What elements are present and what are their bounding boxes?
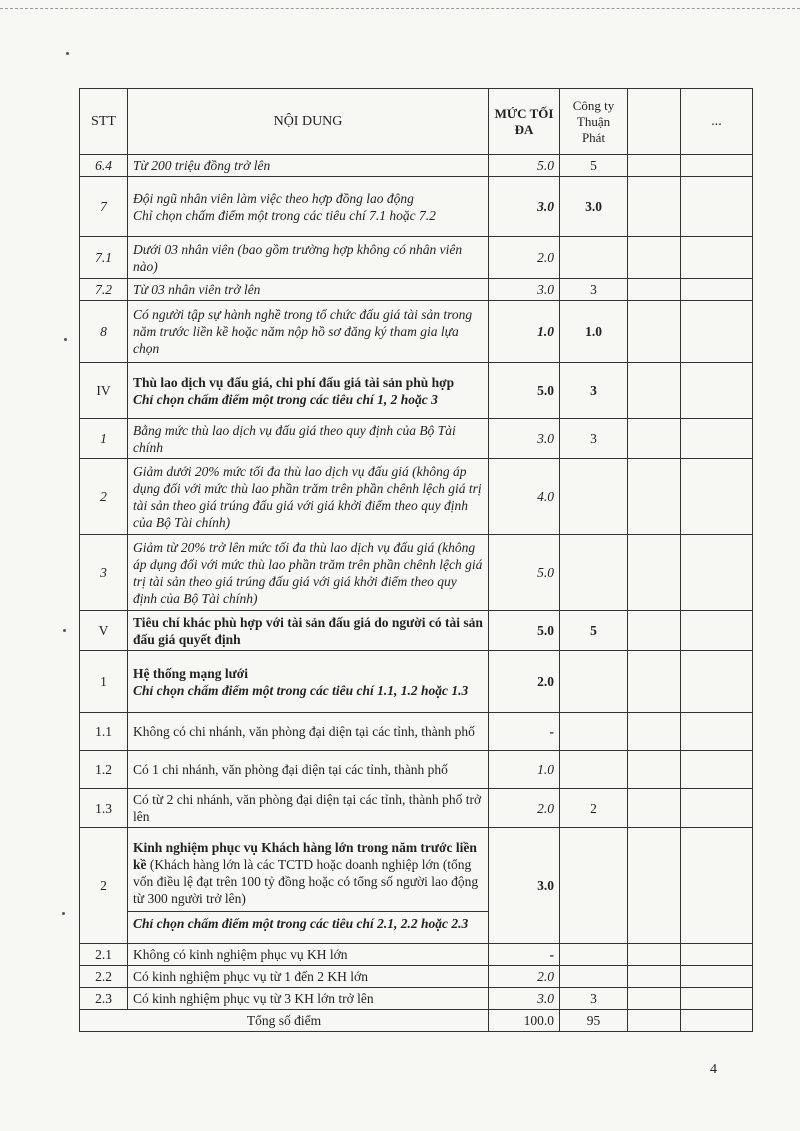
table-total-row	[80, 1010, 753, 1032]
row-max: -	[489, 944, 560, 966]
row-max: 3.0	[489, 988, 560, 1010]
row-max: 1.0	[489, 751, 560, 789]
row-stt: 7.2	[80, 279, 128, 301]
row-score	[560, 966, 628, 988]
row-score: 3	[560, 279, 628, 301]
row-stt: 7.1	[80, 237, 128, 279]
header-stt: STT	[80, 89, 128, 155]
header-company: Công ty Thuận Phát	[560, 89, 628, 155]
row-max: 5.0	[489, 363, 560, 419]
table-header-row	[80, 89, 753, 155]
row-content: Bằng mức thù lao dịch vụ đấu giá theo quy định của Bộ Tài chính	[128, 419, 489, 459]
row-score	[560, 944, 628, 966]
row-content: Dưới 03 nhân viên (bao gồm trường hợp không có nhân viên nào)	[128, 237, 489, 279]
row-content: Tiêu chí khác phù hợp với tài sản đấu giá do người có tài sản đấu giá quyết định	[128, 611, 489, 651]
header-more: ...	[681, 89, 753, 155]
row-score: 3.0	[560, 177, 628, 237]
row-max: 5.0	[489, 535, 560, 611]
row-content: Từ 03 nhân viên trở lên	[128, 279, 489, 301]
scan-speck	[62, 912, 65, 915]
row-stt: 8	[80, 301, 128, 363]
row-score: 2	[560, 789, 628, 828]
row-max: 2.0	[489, 966, 560, 988]
scan-top-edge	[0, 0, 800, 9]
row-score: 5	[560, 611, 628, 651]
row-content: Không có chi nhánh, văn phòng đại diện tại các tỉnh, thành phố	[128, 713, 489, 751]
row-score	[560, 651, 628, 713]
table-row	[80, 966, 753, 988]
row-content: Có kinh nghiệm phục vụ từ 1 đến 2 KH lớn	[128, 966, 489, 988]
row-content: Giảm từ 20% trở lên mức tối đa thù lao dịch vụ đấu giá (không áp dụng đối với mức thù lao phần trăm trên phần chênh lệch giá trị tài sản theo giá trúng đấu giá với giá khởi điểm theo quy định của Bộ Tài chính)	[128, 535, 489, 611]
total-label: Tổng số điểm	[80, 1010, 489, 1032]
row-content: Đội ngũ nhân viên làm việc theo hợp đồng lao động Chỉ chọn chấm điểm một trong các tiêu chí 7.1 hoặc 7.2	[128, 177, 489, 237]
row-content: Từ 200 triệu đồng trở lên	[128, 155, 489, 177]
row-content: Có kinh nghiệm phục vụ từ 3 KH lớn trở lên	[128, 988, 489, 1010]
row-content: Giảm dưới 20% mức tối đa thù lao dịch vụ đấu giá (không áp dụng đối với mức thù lao phần trăm trên phần chênh lệch giá trị tài sản theo giá trúng đấu giá với giá khởi điểm theo quy định của Bộ Tài chính)	[128, 459, 489, 535]
header-noi-dung: NỘI DUNG	[128, 89, 489, 155]
row-stt: 1	[80, 419, 128, 459]
table-row	[80, 828, 753, 944]
row-max: 2.0	[489, 651, 560, 713]
row-max: 2.0	[489, 237, 560, 279]
row-stt: 3	[80, 535, 128, 611]
row-content: Kinh nghiệm phục vụ Khách hàng lớn trong năm trước liền kề (Khách hàng lớn là các TCTD hoặc doanh nghiệp lớn (tổng vốn điều lệ đạt trên 100 tỷ đồng hoặc có tổng số người lao động từ 300 người trở lên) Chỉ chọn chấm điểm một trong các tiêu chí 2.1, 2.2 hoặc 2.3	[128, 828, 489, 944]
table-row	[80, 279, 753, 301]
table-row	[80, 155, 753, 177]
row-content: Có 1 chi nhánh, văn phòng đại diện tại các tỉnh, thành phố	[128, 751, 489, 789]
page-number: 4	[710, 1062, 717, 1077]
row-max: 3.0	[489, 177, 560, 237]
row-stt: 2	[80, 828, 128, 944]
row-stt: V	[80, 611, 128, 651]
row-score	[560, 828, 628, 944]
table-row-section	[80, 651, 753, 713]
row-max: 1.0	[489, 301, 560, 363]
row-max: 3.0	[489, 419, 560, 459]
row-score	[560, 535, 628, 611]
row-stt: IV	[80, 363, 128, 419]
table-row	[80, 713, 753, 751]
total-max: 100.0	[489, 1010, 560, 1032]
row-stt: 1.1	[80, 713, 128, 751]
row-max: 5.0	[489, 155, 560, 177]
row-max: 5.0	[489, 611, 560, 651]
row-score: 3	[560, 363, 628, 419]
row-content: Có người tập sự hành nghề trong tổ chức đấu giá tài sản trong năm trước liền kề hoặc năm nộp hồ sơ đăng ký tham gia lựa chọn	[128, 301, 489, 363]
row-max: -	[489, 713, 560, 751]
row-stt: 1.2	[80, 751, 128, 789]
row-stt: 2.2	[80, 966, 128, 988]
scan-speck	[64, 338, 67, 341]
row-max: 4.0	[489, 459, 560, 535]
table-row	[80, 751, 753, 789]
row-stt: 2.3	[80, 988, 128, 1010]
row-stt: 1.3	[80, 789, 128, 828]
table-row	[80, 177, 753, 237]
row-score: 1.0	[560, 301, 628, 363]
row-score	[560, 459, 628, 535]
row-stt: 1	[80, 651, 128, 713]
row-content: Có từ 2 chi nhánh, văn phòng đại diện tại các tỉnh, thành phố trở lên	[128, 789, 489, 828]
row-score: 3	[560, 419, 628, 459]
table-row	[80, 301, 753, 363]
row-score: 5	[560, 155, 628, 177]
row-score	[560, 751, 628, 789]
scan-speck	[66, 52, 69, 55]
total-score: 95	[560, 1010, 628, 1032]
row-content: Không có kinh nghiệm phục vụ KH lớn	[128, 944, 489, 966]
table-row	[80, 988, 753, 1010]
row-score: 3	[560, 988, 628, 1010]
row-stt: 2	[80, 459, 128, 535]
row-score	[560, 713, 628, 751]
row-max: 3.0	[489, 828, 560, 944]
table-row	[80, 459, 753, 535]
table-row	[80, 789, 753, 828]
table-row-section	[80, 363, 753, 419]
table-row-section	[80, 611, 753, 651]
table-row	[80, 237, 753, 279]
header-blank	[628, 89, 681, 155]
table-row	[80, 535, 753, 611]
row-stt: 7	[80, 177, 128, 237]
row-content: Hệ thống mạng lưới Chỉ chọn chấm điểm một trong các tiêu chí 1.1, 1.2 hoặc 1.3	[128, 651, 489, 713]
row-max: 3.0	[489, 279, 560, 301]
row-content: Thù lao dịch vụ đấu giá, chi phí đấu giá tài sản phù hợp Chỉ chọn chấm điểm một trong các tiêu chí 1, 2 hoặc 3	[128, 363, 489, 419]
table-row	[80, 419, 753, 459]
row-stt: 6.4	[80, 155, 128, 177]
scan-speck	[63, 629, 66, 632]
row-max: 2.0	[489, 789, 560, 828]
header-muc-toi-da: MỨC TỐI ĐA	[489, 89, 560, 155]
row-score	[560, 237, 628, 279]
scoring-table	[79, 88, 753, 1032]
table-row	[80, 944, 753, 966]
row-stt: 2.1	[80, 944, 128, 966]
